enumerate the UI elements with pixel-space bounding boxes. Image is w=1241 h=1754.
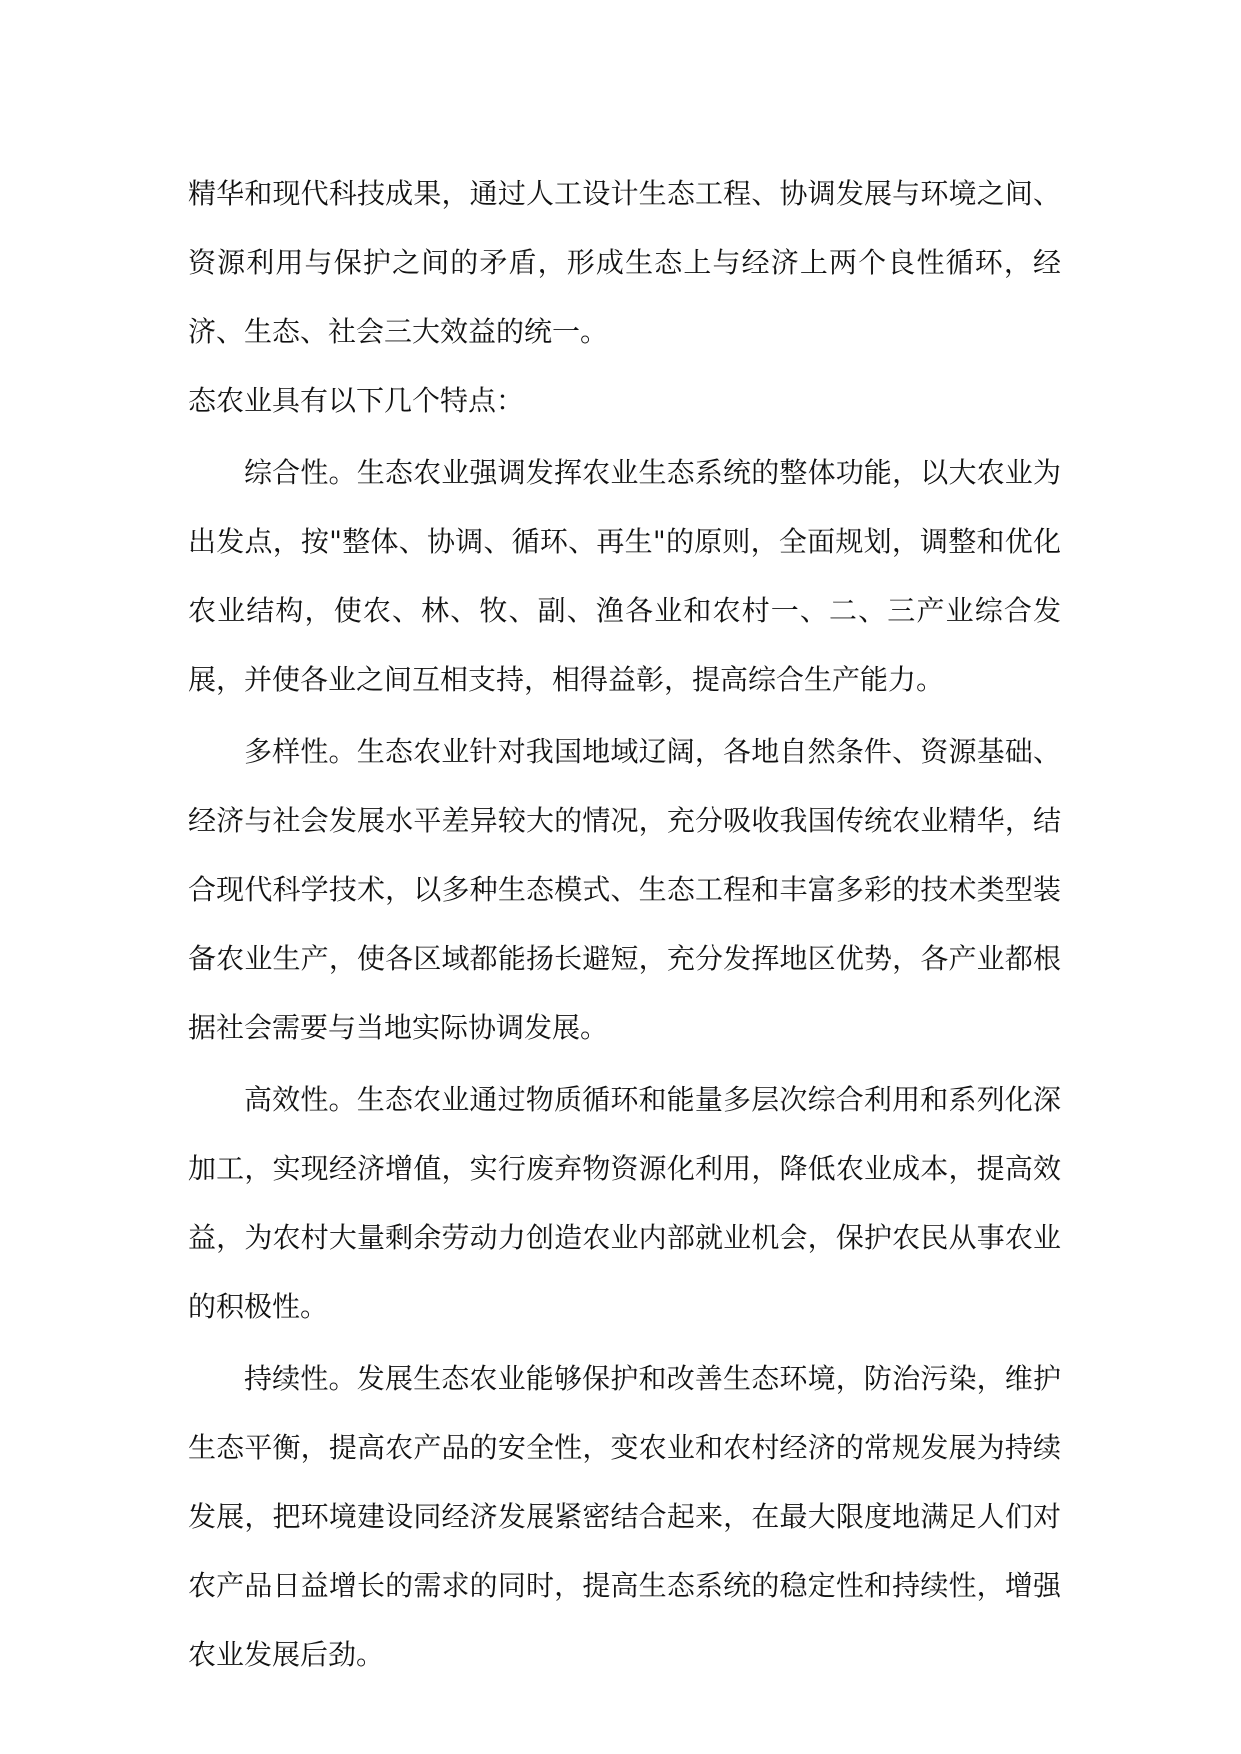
paragraph-features-intro: 态农业具有以下几个特点： [188, 384, 525, 417]
paragraph-comprehensive: 综合性。生态农业强调发挥农业生态系统的整体功能，以大农业为出发点，按"整体、协调、循环、再生"的原则，全面规划，调整和优化农业结构，使农、林、牧、副、渔各业和农村一、二、三产业综合发展，并使各业之间互相支持，相得益彰，提高综合生产能力。 [188, 456, 1061, 696]
paragraph-diversity: 多样性。生态农业针对我国地域辽阔，各地自然条件、资源基础、经济与社会发展水平差异较大的情况，充分吸收我国传统农业精华，结合现代科学技术，以多种生态模式、生态工程和丰富多彩的技术类型装备农业生产，使各区域都能扬长避短，充分发挥地区优势，各产业都根据社会需要与当地实际协调发展。 [188, 735, 1061, 1044]
paragraph-efficiency: 高效性。生态农业通过物质循环和能量多层次综合利用和系列化深加工，实现经济增值，实行废弃物资源化利用，降低农业成本，提高效益，为农村大量剩余劳动力创造农业内部就业机会，保护农民从事农业的积极性。 [188, 1083, 1061, 1323]
paragraph-sustainability: 持续性。发展生态农业能够保护和改善生态环境，防治污染，维护生态平衡，提高农产品的安全性，变农业和农村经济的常规发展为持续发展，把环境建设同经济发展紧密结合起来，在最大限度地满足人们对农产品日益增长的需求的同时，提高生态系统的稳定性和持续性，增强农业发展后劲。 [188, 1362, 1061, 1671]
document-body [188, 159, 1061, 1689]
paragraph-continuation: 精华和现代科技成果，通过人工设计生态工程、协调发展与环境之间、资源利用与保护之间的矛盾，形成生态上与经济上两个良性循环，经济、生态、社会三大效益的统一。 [188, 177, 1061, 348]
